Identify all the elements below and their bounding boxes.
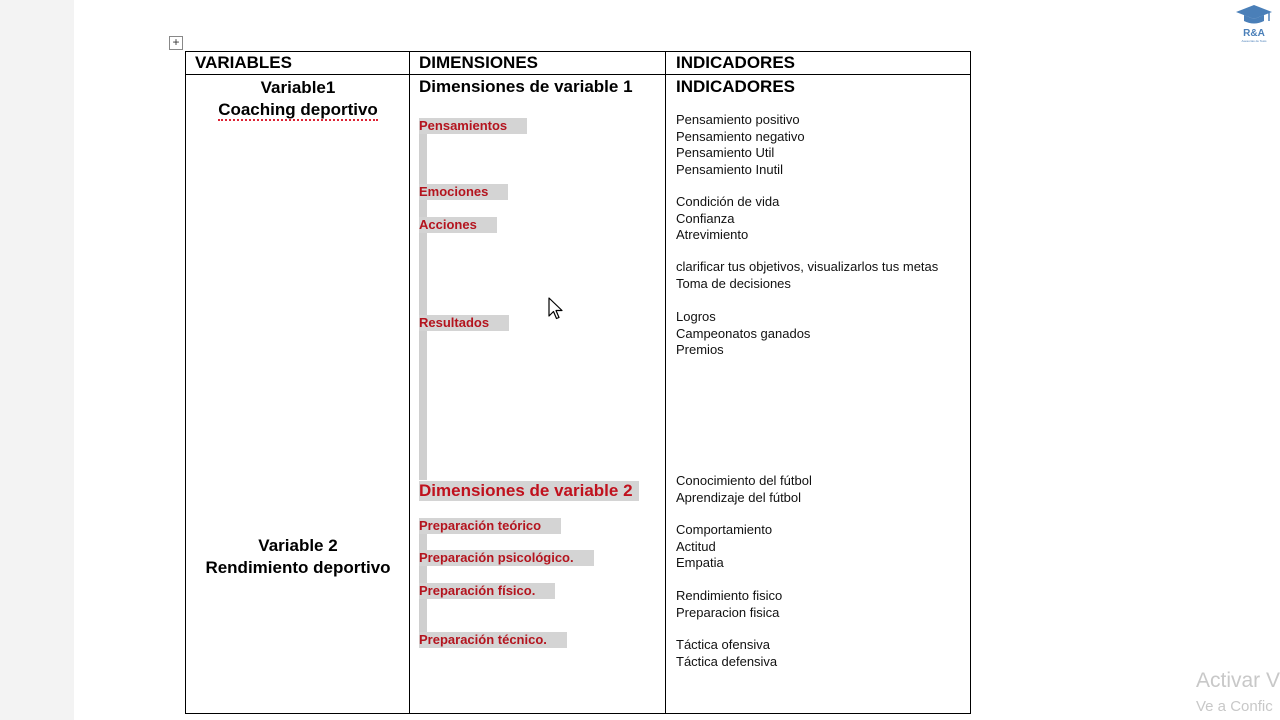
logo-text: R&A: [1243, 28, 1265, 39]
dimension-item: Acciones: [419, 217, 497, 233]
dimension-title-1: Dimensiones de variable 1: [419, 77, 633, 96]
indicator-group: [676, 259, 938, 292]
indicator-group: [676, 194, 779, 244]
table-header-divider: [185, 74, 971, 75]
indicator-group: [676, 522, 772, 572]
indicator-item: Preparacion fisica: [676, 604, 780, 620]
header-variables: VARIABLES: [195, 53, 292, 72]
dimension-item: Preparación físico.: [419, 583, 555, 599]
variables-table: [185, 51, 971, 714]
indicators-title: INDICADORES: [676, 77, 796, 96]
indicator-group: [676, 473, 812, 506]
indicator-item: Comportamiento: [676, 522, 773, 537]
indicator-item: Empatia: [676, 555, 724, 570]
indicator-item: Confianza: [676, 210, 735, 226]
variable-2-name: Rendimiento deportivo: [205, 558, 391, 577]
indicator-item: Condición de vida: [676, 194, 780, 209]
header-dimensiones: DIMENSIONES: [419, 53, 539, 72]
graduation-cap-icon: [1234, 3, 1274, 27]
variable-2: [186, 535, 410, 579]
variable-2-label: Variable 2: [258, 536, 338, 555]
mouse-pointer-icon: [548, 297, 566, 326]
variable-1: [186, 77, 410, 121]
dimension-title-2: Dimensiones de variable 2: [419, 481, 639, 501]
indicator-item: Táctica ofensiva: [676, 637, 770, 652]
indicator-item: Conocimiento del fútbol: [676, 473, 812, 488]
indicator-group: [676, 637, 777, 670]
variable-1-label: Variable1: [260, 78, 336, 97]
brand-logo: [1232, 3, 1276, 47]
indicator-item: Campeonatos ganados: [676, 325, 811, 341]
dimension-item: Preparación psicológico.: [419, 550, 594, 566]
indicator-item: Pensamiento Inutil: [676, 161, 783, 177]
indicator-item: Aprendizaje del fútbol: [676, 489, 802, 505]
indicator-item: Rendimiento fisico: [676, 588, 783, 603]
indicator-item: clarificar tus objetivos, visualizarlos tus metas: [676, 259, 939, 274]
indicator-item: Actitud: [676, 538, 716, 554]
indicator-item: Atrevimiento: [676, 227, 749, 242]
table-column-divider: [665, 51, 666, 714]
indicator-group: [676, 112, 805, 178]
indicator-item: Táctica defensiva: [676, 653, 778, 669]
indicator-item: Pensamiento positivo: [676, 112, 800, 127]
activation-watermark-subtitle: Ve a Confic: [1196, 698, 1273, 715]
variable-1-name: Coaching deportivo: [218, 100, 378, 119]
activation-watermark-title: Activar V: [1196, 669, 1280, 692]
indicator-item: Pensamiento negativo: [676, 128, 805, 144]
dimension-item: Preparación teórico: [419, 518, 561, 534]
table-column-divider: [409, 51, 410, 714]
dimension-item: Emociones: [419, 184, 508, 200]
indicator-item: Premios: [676, 342, 724, 357]
dimension-item: Resultados: [419, 315, 509, 331]
dimension-item: Preparación técnico.: [419, 632, 567, 648]
indicator-group: [676, 588, 782, 621]
header-indicadores: INDICADORES: [676, 53, 796, 72]
indicator-item: Toma de decisiones: [676, 275, 791, 291]
indicator-item: Pensamiento Util: [676, 145, 775, 160]
indicator-item: Logros: [676, 309, 716, 324]
table-move-handle-icon[interactable]: +: [169, 36, 183, 50]
dimension-item: Pensamientos: [419, 118, 527, 134]
indicator-group: [676, 309, 810, 359]
logo-tagline: Asesorías de Tesis: [1241, 39, 1267, 43]
